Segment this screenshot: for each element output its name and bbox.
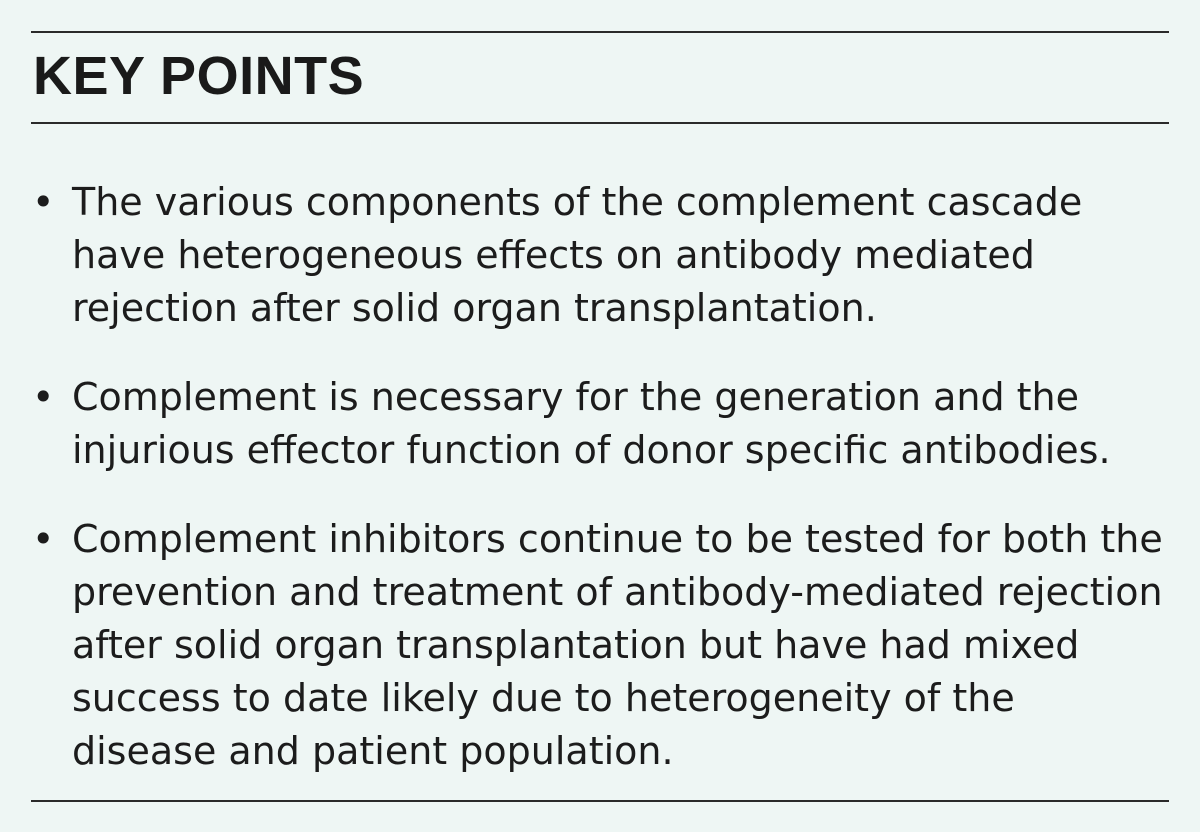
bottom-rule xyxy=(31,800,1169,802)
top-rule xyxy=(31,31,1169,33)
bullet-icon: • xyxy=(32,375,55,419)
bullet-icon: • xyxy=(32,180,55,224)
list-item xyxy=(30,176,1170,335)
key-points-list xyxy=(30,176,1170,778)
list-item xyxy=(30,371,1170,477)
list-item xyxy=(30,513,1170,778)
bullet-icon: • xyxy=(32,517,55,561)
point-text: Complement inhibitors continue to be tested for both the prevention and treatment of antibody-mediated rejection after solid organ transplantation but have had mixed success to date likely due to heterogeneity of the disease and patient population. xyxy=(72,517,1163,773)
point-text: Complement is necessary for the generation and the injurious effector function of donor specific antibodies. xyxy=(72,375,1111,472)
point-text: The various components of the complement cascade have heterogeneous effects on antibody mediated rejection after solid organ transplantation. xyxy=(72,180,1083,330)
key-points-heading: KEY POINTS xyxy=(33,46,365,106)
heading-rule xyxy=(31,122,1169,124)
